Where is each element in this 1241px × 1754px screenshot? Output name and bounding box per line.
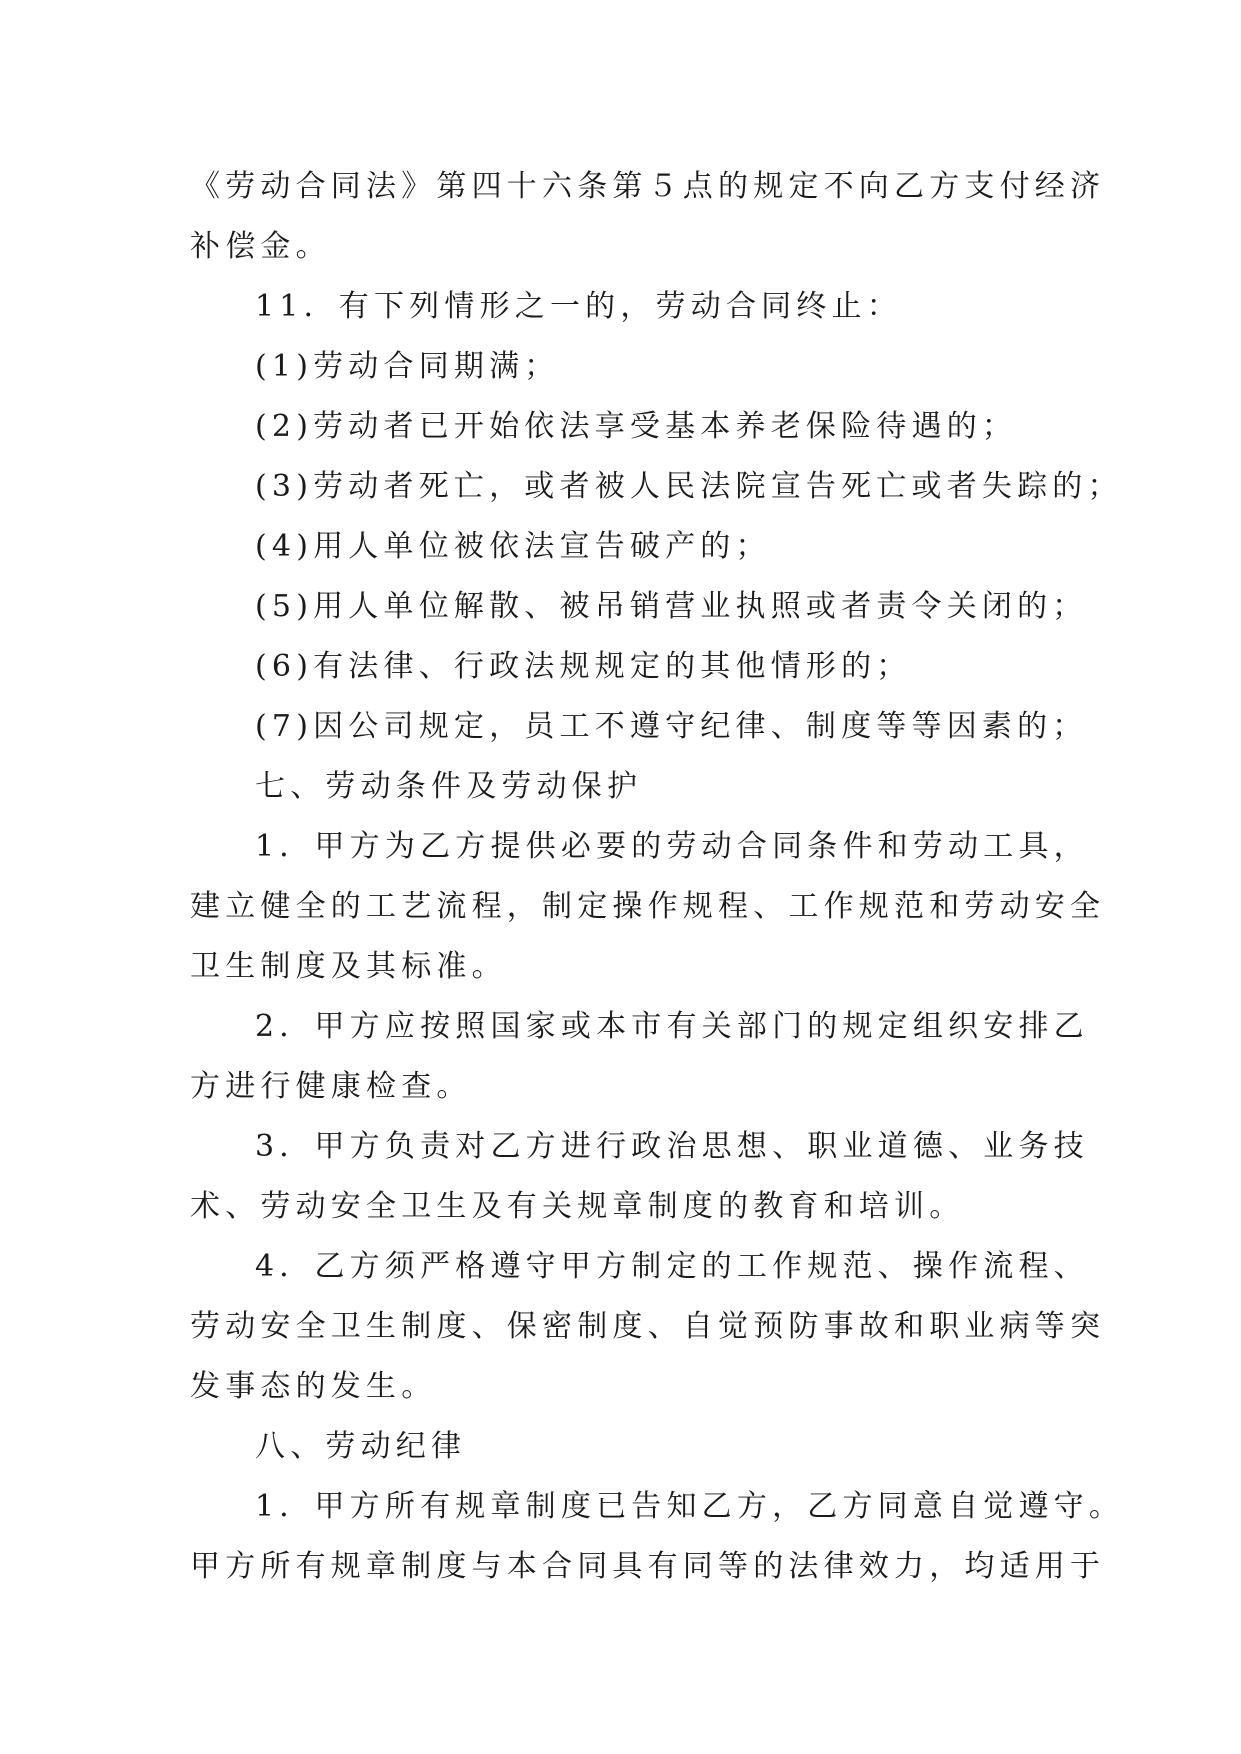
text-line-12: 1．甲方为乙方提供必要的劳动合同条件和劳动工具， — [255, 829, 1089, 864]
text-line-21: 发事态的发生。 — [190, 1369, 437, 1404]
text-line-23: 1．甲方所有规章制度已告知乙方，乙方同意自觉遵守。 — [255, 1489, 1125, 1524]
text-line-5: (2)劳动者已开始依法享受基本养老保险待遇的； — [255, 409, 1018, 444]
text-line-7: (4)用人单位被依法宣告破产的； — [255, 529, 771, 564]
text-line-14: 卫生制度及其标准。 — [190, 949, 507, 984]
text-line-19: 4．乙方须严格遵守甲方制定的工作规范、操作流程、 — [255, 1249, 1089, 1284]
text-line-9: (6)有法律、行政法规规定的其他情形的； — [255, 649, 912, 684]
text-line-2: 补偿金。 — [190, 229, 331, 264]
text-line-3: 11．有下列情形之一的，劳动合同终止： — [255, 289, 902, 324]
text-line-18: 术、劳动安全卫生及有关规章制度的教育和培训。 — [190, 1189, 965, 1224]
section-heading-7: 七、劳动条件及劳动保护 — [255, 769, 643, 804]
text-line-1: 《劳动合同法》第四十六条第５点的规定不向乙方支付经济 — [190, 169, 1106, 204]
text-line-6: (3)劳动者死亡，或者被人民法院宣告死亡或者失踪的； — [255, 469, 1123, 504]
text-line-8: (5)用人单位解散、被吊销营业执照或者责令关闭的； — [255, 589, 1088, 624]
text-line-16: 方进行健康检查。 — [190, 1069, 472, 1104]
text-line-10: (7)因公司规定，员工不遵守纪律、制度等等因素的； — [255, 709, 1088, 744]
text-line-17: 3．甲方负责对乙方进行政治思想、职业道德、业务技 — [255, 1129, 1089, 1164]
text-line-4: (1)劳动合同期满； — [255, 349, 560, 384]
section-heading-8: 八、劳动纪律 — [255, 1429, 467, 1464]
text-line-24: 甲方所有规章制度与本合同具有同等的法律效力，均适用于 — [190, 1549, 1106, 1584]
text-line-13: 建立健全的工艺流程，制定操作规程、工作规范和劳动安全 — [190, 889, 1106, 924]
text-line-20: 劳动安全卫生制度、保密制度、自觉预防事故和职业病等突 — [190, 1309, 1106, 1344]
text-line-15: 2．甲方应按照国家或本市有关部门的规定组织安排乙 — [255, 1009, 1089, 1044]
